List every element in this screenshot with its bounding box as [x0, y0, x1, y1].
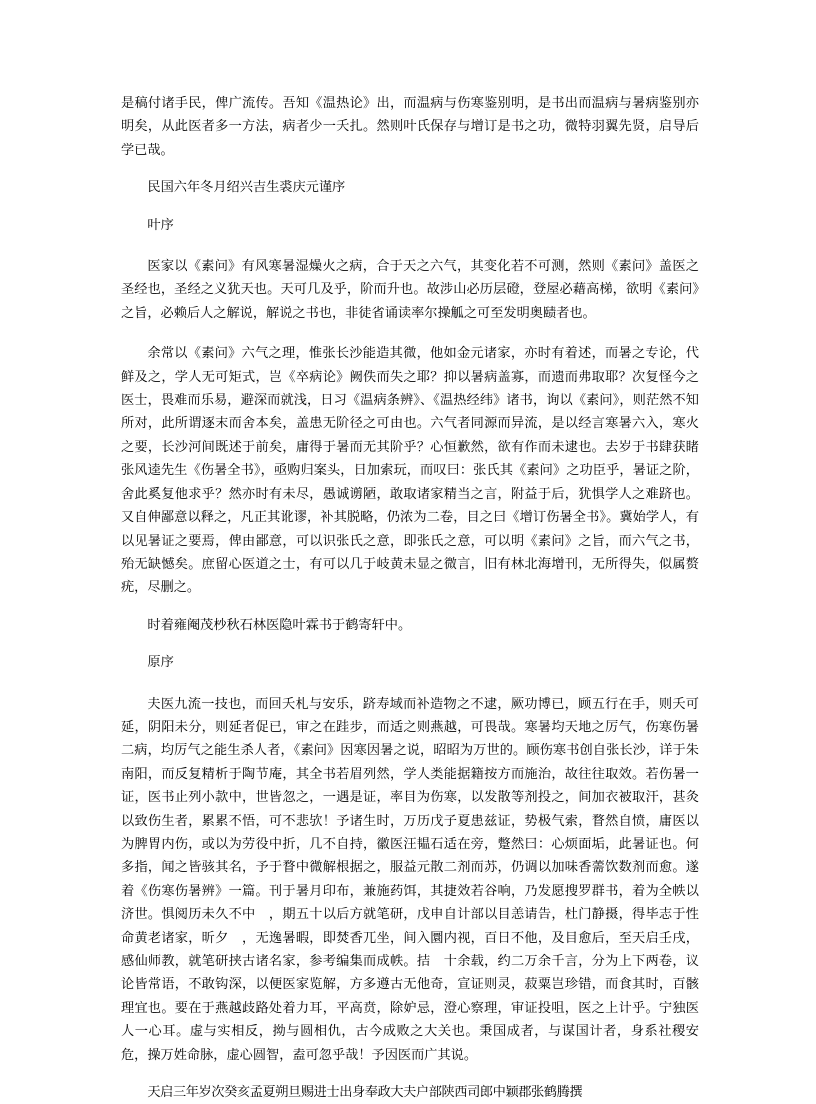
ye-preface-heading: 叶序 [147, 217, 174, 233]
document-page [121, 92, 699, 1104]
ye-preface-paragraph-1: 医家以《素问》有风寒暑湿燥火之病，合于天之六气，其变化若不可测，然则《素问》盖医之圣经也，圣经之义犹天也。天可几及乎，阶而升也。故涉山必历层磴，登屋必藉高梯，欲明《素问》之旨，必赖后人之解说，解说之书也，非徒省诵读率尔操觚之可至发明奥赜者也。 [121, 259, 699, 321]
original-preface-paragraph: 夫医九流一技也，而回夭札与安乐，跻寿域而补造物之不逮，厥功博已，顾五行在手，则夭可延，阴阳未分，则延者促已，审之在跬步，而适之则燕越，可畏哉。寒暑均天地之厉气，伤寒伤暑二病，均厉气之能生杀人者，《素问》因寒因暑之说，昭昭为万世的。顾伤寒书创自张长沙，详于朱南阳，而反复精析于陶节庵，其全书若眉列然，学人类能据籍按方而施治，故往往取效。若伤暑一证，医书止列小款中，世皆忽之，一遇是证，率目为伤寒，以发散等剂投之，间加衣被取汗，甚灸以致伤生者，累累不悟，可不悲欤！予诸生时，万历戊子夏患兹证，势极气索，瞀然自愤，庸医以为脾胃内伤，或以为劳役中折，几不自持，徽医汪韫石适在旁，蹩然曰：心烦面垢，此暑证也。何多指，闻之皆骇其名，予于瞀中微解根据之，服益元散二剂而苏，仍调以加味香薷饮数剂而愈。遂着《伤寒伤暑辨》一篇。刊于暑月印布，兼施药饵，其捷效若谷响，乃发愿搜罗群书，着为全帙以济世。惧阅历未久不中 ，期五十以后方就笔研，戊申自计部以目恙请告，杜门静摄，得毕志于性命黄老诸家，昕夕 ，无逸暑暇，即焚香兀坐，间入圜内视，百日不他，及目愈后，至天启壬戌，感仙师教，就笔研挟古诸名家，参考编集而成帙。拮 十余载，约二万余千言，分为上下两卷，议论皆常语，不敢钩深，以便医家览解，方多遵古无他奇，宣证则灵，菽粟岂珍错，而食其时，百骸理宜也。要在于燕越歧路处着力耳，平高贲，除妒忌，澄心察理，审证投咀，医之上计乎。宁独医人一心耳。虚与实相反，拗与圆相仇，古今成败之大关也。秉国成者，与谋国计者，身系社稷安危，操万姓命脉，虚心圆智，盍可忽乎哉！予因医而广其说。 [121, 696, 699, 1063]
ye-preface-paragraph-2: 余常以《素问》六气之理，惟张长沙能造其微，他如金元诸家，亦时有着述，而暑之专论，代鲜及之，学人无可矩式，岂《卒病论》阙佚而失之耶？抑以暑病盖寡，而遗而弗取耶？次复怪今之医士，畏难而乐易，避深而就浅，日习《温病条辨》、《温热经纬》诸书，询以《素问》，则茫然不知所对，此所谓逐末而舍本矣，盖患无阶径之可由也。六气者同源而异流，是以经言寒暑六入，寒火之要，长沙河间既述于前矣，庸得于暑而无其阶乎？心恒歉然，欲有作而未逮也。去岁于书肆获睹张风逵先生《伤暑全书》，亟购归案头，日加索玩，而叹曰：张氏其《素问》之功臣乎，暑证之阶，舍此奚复他求乎？然亦时有未尽，愚诚谫陋，敢取诸家精当之言，附益于后，犹惧学人之难跻也。又自伸鄙意以释之，凡正其讹谬，补其脱略，仍浓为二卷，目之曰《增订伤暑全书》。冀始学人，有以见暑证之要焉，俾由鄙意，可以识张氏之意，即张氏之意，可以明《素问》之旨，而六气之书，殆无缺憾矣。庶留心医道之士，有可以几于岐黄未显之微言，旧有林北海增刊，无所得失，似属赘疣，尽删之。 [121, 346, 699, 596]
ye-preface-signature: 时着雍阉茂杪秋石林医隐叶霖书于鹤寄轩中。 [147, 617, 412, 633]
original-preface-signature: 天启三年岁次癸亥孟夏朔旦赐进士出身奉政大夫户部陕西司郎中颖郡张鹤腾撰 [147, 1085, 583, 1101]
preface-signature: 民国六年冬月绍兴吉生裘庆元谨序 [147, 180, 346, 196]
intro-continuation-paragraph: 是稿付诸手民，俾广流传。吾知《温热论》出，而温病与伤寒鉴别明，是书出而温病与暑病鉴别亦明矣，从此医者多一方法，病者少一夭扎。然则叶氏保存与增订是书之功，微特羽翼先贤，启导后学已哉。 [121, 96, 699, 158]
original-preface-heading: 原序 [147, 655, 174, 671]
